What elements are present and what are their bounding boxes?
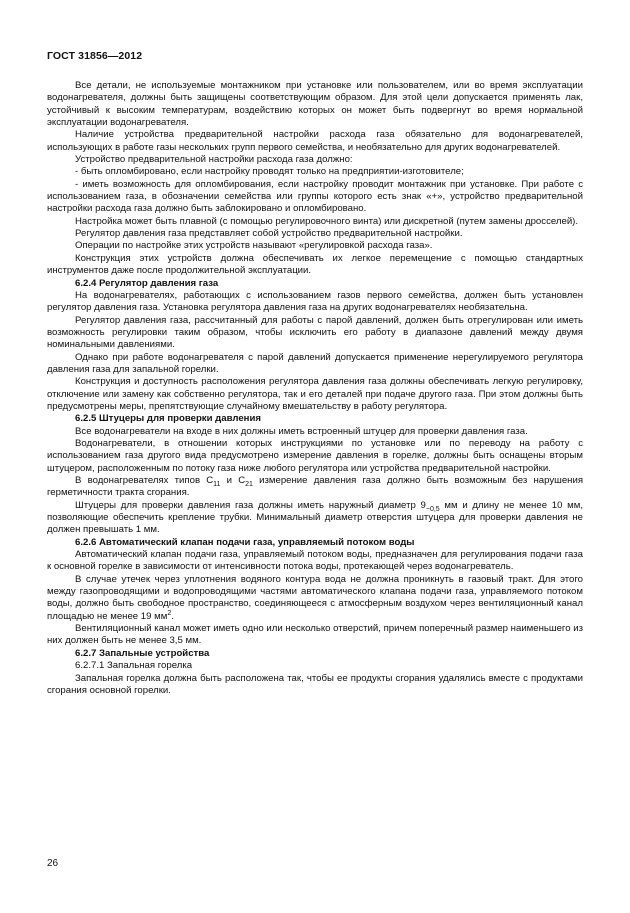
paragraph: Конструкция и доступность расположения регулятора давления газа должны обеспечивать легкую регулировку, отключение или замену как собственно регулятора, так и его деталей при подаче другого газа. При этом должны быть предусмотрены меры, препятствующие случайному вмешательству в работу регулятора. [47, 376, 583, 412]
page-number: 26 [47, 858, 59, 869]
paragraph: Вентиляционный канал может иметь одно или несколько отверстий, причем поперечный размер наименьшего из них должен быть не менее 3,5 мм. [47, 623, 583, 647]
paragraph: Операции по настройке этих устройств называют «регулировкой расхода газа». [75, 240, 433, 252]
section-heading: 6.2.7 Запальные устройства [75, 647, 210, 659]
subscript: −0,5 [425, 505, 440, 513]
subscript: 11 [213, 480, 221, 488]
subscript: 21 [245, 480, 253, 488]
superscript: 2 [167, 609, 172, 617]
document-header: ГОСТ 31856—2012 [47, 50, 143, 62]
paragraph: Запальная горелка должна быть расположена так, чтобы ее продукты сгорания удалялись вместе с продуктами сгорания основной горелки. [47, 672, 583, 696]
paragraph: Наличие устройства предварительной настройки расхода газа обязательно для водонагревателей, использующих в работе газы нескольких групп первого семейства, и необязательно для других водонагревателей. [47, 129, 583, 153]
text-run: мм и длину не менее 10 мм, позволяющие обеспечить крепление трубки. Минимальный диаметр отверстия штуцера для проверки давления не должен превышать 1 мм. [47, 499, 583, 536]
text-run: измерение давления газа должно быть возможным без нарушения герметичности тракта сгорания. [47, 475, 584, 499]
text-run: В водонагревателях типов С [75, 475, 214, 486]
paragraph: Регулятор давления газа, рассчитанный для работы с парой давлений, должен быть отрегулирован или иметь возможность регулировки таким образом, чтобы исключить его работу в диапазоне давлений между двумя номинальными давлениями. [47, 314, 583, 351]
paragraph: На водонагревателях, работающих с использованием газов первого семейства, должен быть установлен регулятор давления газа. Установка регулятора давления газа на других водонагревателях необязательна. [47, 289, 583, 314]
paragraph: Настройка может быть плавной (с помощью регулировочного винта) или дискретной (путем замены дросселей). [75, 215, 579, 227]
paragraph [47, 500, 583, 537]
list-item: - быть опломбировано, если настройку проводят только на предприятии-изготовителе; [75, 166, 464, 178]
paragraph: Регулятор давления газа представляет собой устройство предварительной настройки. [75, 228, 463, 240]
paragraph: Конструкция этих устройств должна обеспечивать их легкое перемещение с помощью стандартных инструментов даже после продолжительной эксплуатации. [47, 252, 583, 277]
paragraph: Автоматический клапан подачи газа, управляемый потоком воды, предназначен для регулирования подачи газа к основной горелке в зависимости от интенсивности потока воды, протекающей через водонагреватель. [47, 549, 583, 573]
paragraph: Устройство предварительной настройки расхода газа должно: [75, 154, 353, 166]
paragraph: Все водонагреватели на входе в них должны иметь встроенный штуцер для проверки давления газа. [75, 425, 528, 437]
paragraph: Все детали, не используемые монтажником при установке или пользователем, или во время эксплуатации водонагревателя, должны быть защищены соответствующим образом. Для этой цели допускается применять лак, устойчивый к высоким температурам, воздействию которых он может быть подвергнут во время нормальной эксплуатации водонагревателя. [47, 80, 583, 129]
paragraph: Водонагреватели, в отношении которых инструкциями по установке или по переводу на работу с использованием газа другого вида предусмотрено измерение давления в горелке, должны быть оснащены вторым штуцером, расположенным по потоку газа ниже любого регулятора или устройства предварительной настройки. [47, 437, 583, 474]
text-run: . [171, 610, 174, 622]
text-run: Штуцеры для проверки давления газа должны иметь наружный диаметр 9 [75, 499, 426, 511]
text-run: В случае утечек через уплотнения водяного контура вода не должна проникнуть в газовый тракт. Для этого между газопроводящими и водопроводящими частями автоматического клапана подачи газа, управляемого потоком воды, должно быть свободное пространство, соединяющееся с атмосферным воздухом через вентиляционный канал площадью не менее 19 мм [47, 573, 583, 622]
paragraph [47, 475, 583, 500]
document-body [47, 80, 583, 697]
section-heading: 6.2.4 Регулятор давления газа [75, 277, 219, 289]
list-item: - иметь возможность для опломбирования, если настройку проводит монтажник при установке. При работе с использованием газа, в обозначении семейства или группы которого есть знак «+», устройство предварительной настройки расхода газа должно быть заблокировано и опломбировано. [47, 178, 583, 215]
section-heading: 6.2.5 Штуцеры для проверки давления [75, 413, 261, 425]
paragraph: Однако при работе водонагревателя с парой давлений допускается применение нерегулируемого регулятора давления газа для запальной горелки. [47, 351, 583, 375]
subsection-heading: 6.2.7.1 Запальная горелка [75, 660, 193, 672]
section-heading: 6.2.6 Автоматический клапан подачи газа, управляемый потоком воды [75, 536, 415, 548]
paragraph [47, 574, 583, 623]
text-run: и С [220, 475, 246, 486]
